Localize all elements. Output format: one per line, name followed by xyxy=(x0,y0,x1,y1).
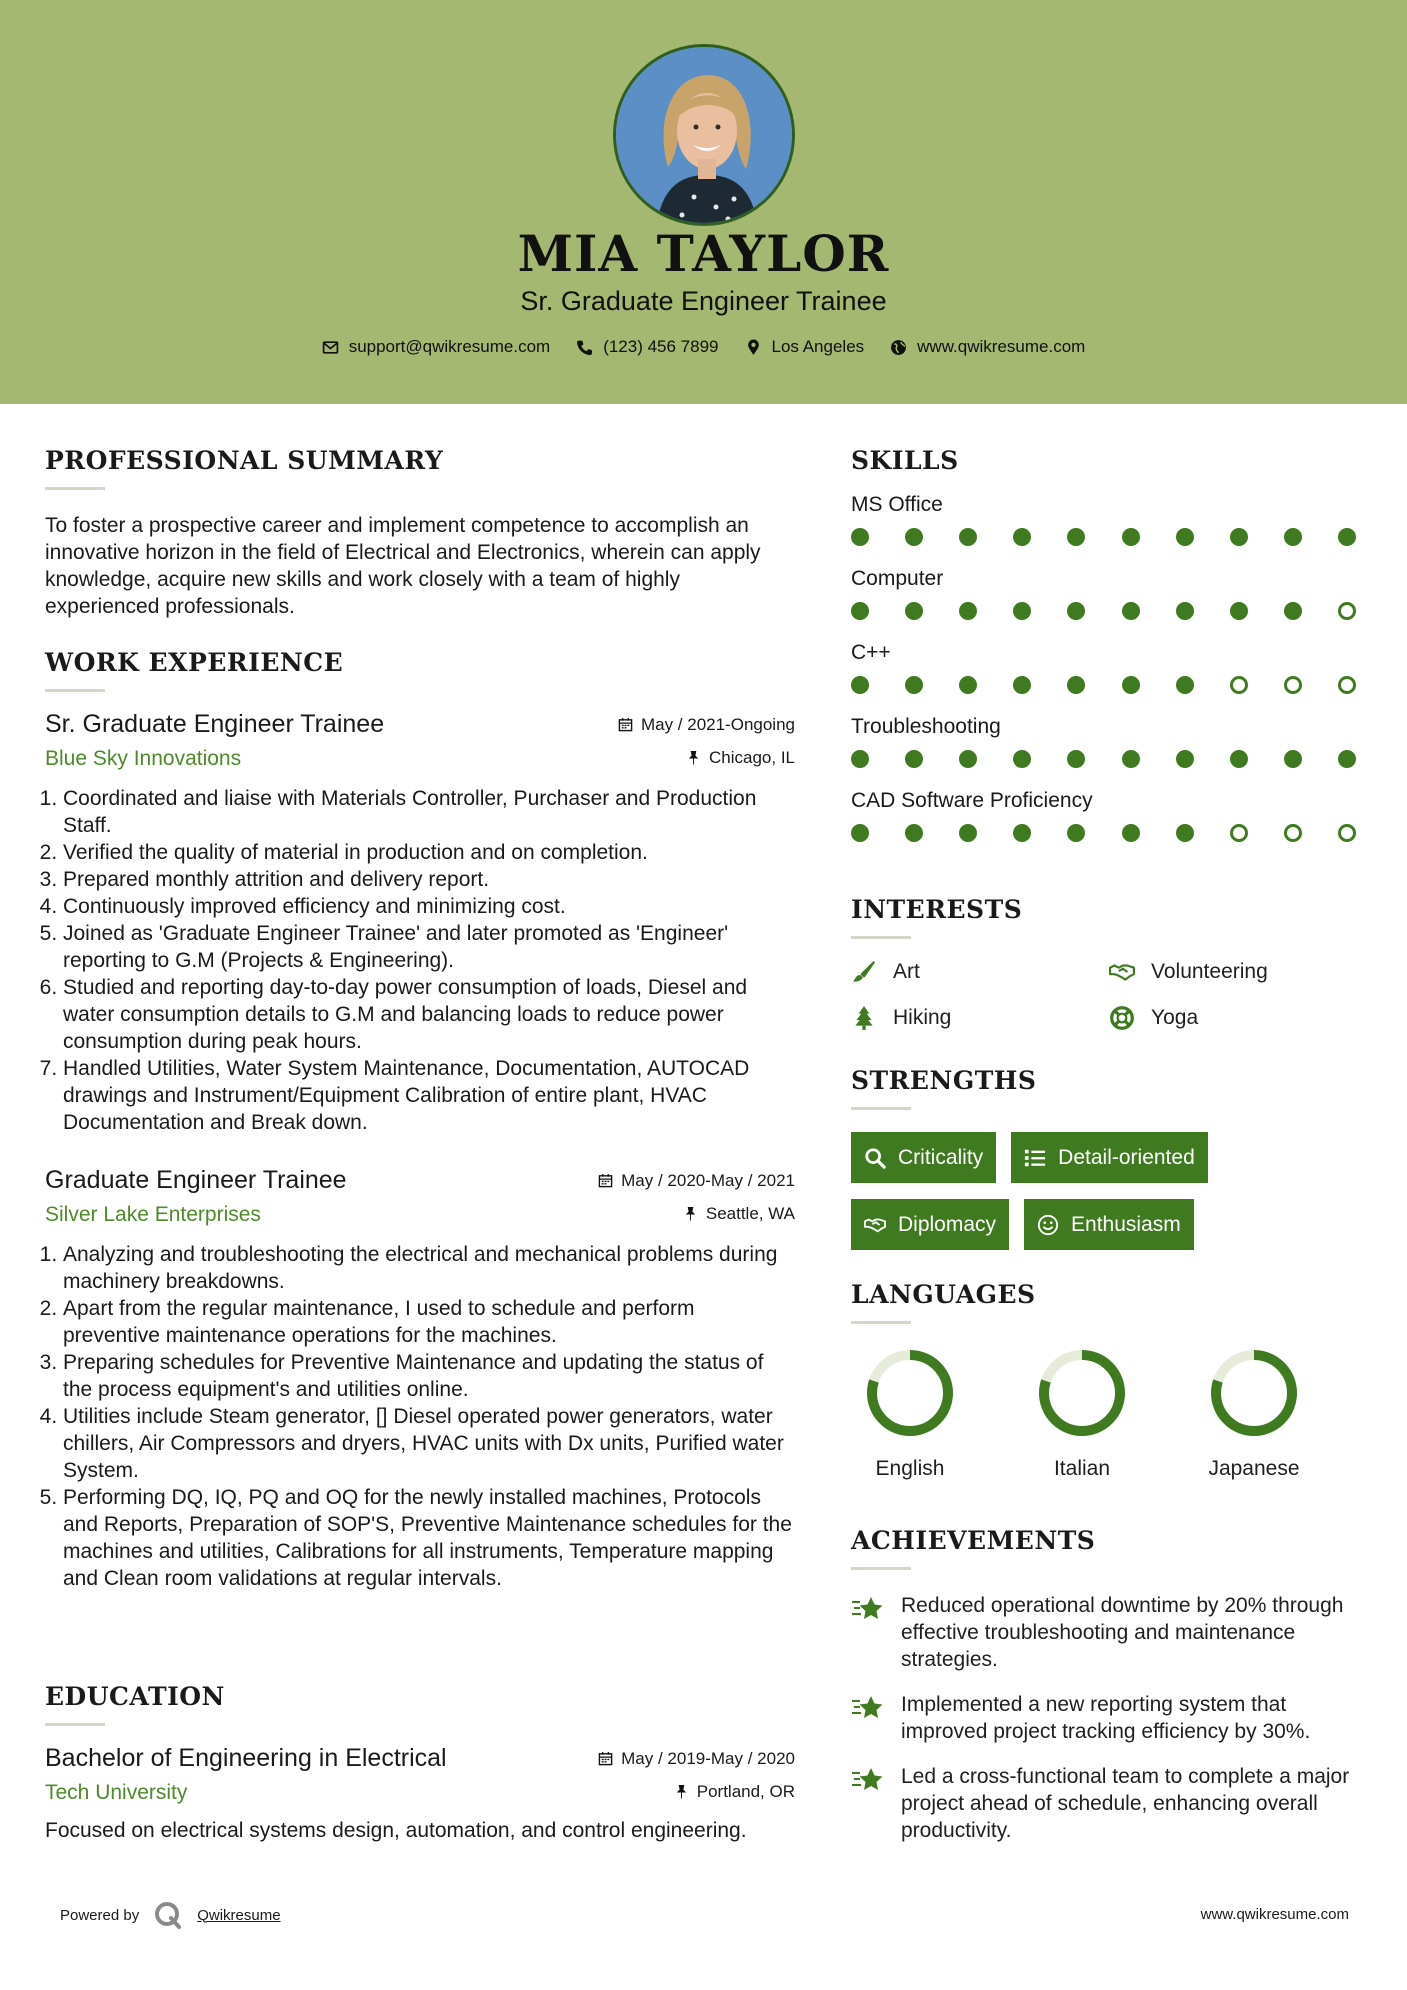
job-date-text: May / 2020-May / 2021 xyxy=(621,1170,795,1190)
footer-branding xyxy=(60,1900,281,1930)
rating-dot-empty xyxy=(1230,824,1248,842)
rating-dot-filled xyxy=(1338,528,1356,546)
globe-icon xyxy=(890,339,907,356)
life-ring-icon xyxy=(1109,1005,1135,1031)
pushpin-icon xyxy=(686,750,701,765)
rating-dot-filled xyxy=(1122,676,1140,694)
list-item: 2. Apart from the regular maintenance, I used to schedule and perform preventive maintenance operations for the machines. xyxy=(63,1295,795,1349)
heading-divider xyxy=(45,689,105,692)
calendar-icon xyxy=(618,717,633,732)
achievement-item xyxy=(851,1691,1371,1745)
rating-dot-filled xyxy=(851,528,869,546)
contact-phone[interactable] xyxy=(576,337,718,357)
list-item: 6. Studied and reporting day-to-day power consumption of loads, Diesel and water consumption details to G.M and balancing loads to reduce power consumption during peak hours. xyxy=(63,974,795,1055)
rating-dot-filled xyxy=(1176,824,1194,842)
rating-dot-filled xyxy=(1013,676,1031,694)
languages-list xyxy=(851,1348,1371,1481)
rating-dot-filled xyxy=(1013,602,1031,620)
calendar-icon xyxy=(598,1751,613,1766)
rating-dot-filled xyxy=(1122,824,1140,842)
rating-dot-filled xyxy=(1338,750,1356,768)
rating-dot-filled xyxy=(905,676,923,694)
pushpin-icon xyxy=(683,1206,698,1221)
rating-dot-empty xyxy=(1338,824,1356,842)
handshake-icon xyxy=(864,1214,886,1236)
profile-photo xyxy=(613,44,795,226)
achievements-heading: ACHIEVEMENTS xyxy=(851,1526,1096,1555)
summary-section xyxy=(45,446,795,620)
job-date xyxy=(598,1171,795,1191)
rating-dot-filled xyxy=(1230,602,1248,620)
strength-label: Detail-oriented xyxy=(1058,1145,1195,1169)
interest-label: Art xyxy=(893,960,920,983)
rating-dot-filled xyxy=(905,750,923,768)
language-item xyxy=(1037,1348,1127,1481)
heading-divider xyxy=(851,936,911,939)
degree-title: Bachelor of Engineering in Electrical xyxy=(45,1744,447,1772)
interests-section xyxy=(851,895,1371,1031)
job-entry xyxy=(45,710,795,1136)
skill-name: Troubleshooting xyxy=(851,715,1001,738)
language-item xyxy=(865,1348,955,1481)
heading-divider xyxy=(851,1567,911,1570)
rating-dot-filled xyxy=(1284,750,1302,768)
interest-item xyxy=(851,959,1109,985)
job-date-text: May / 2021-Ongoing xyxy=(640,714,795,734)
rating-dot-filled xyxy=(851,602,869,620)
language-name: Japanese xyxy=(1208,1457,1300,1480)
strength-chip xyxy=(1011,1132,1208,1183)
interests-heading: INTERESTS xyxy=(851,895,1023,924)
list-item: 3. Prepared monthly attrition and delivery report. xyxy=(63,866,795,893)
strength-chip xyxy=(851,1132,996,1183)
languages-section xyxy=(851,1280,1371,1481)
candidate-name: MIA TAYLOR xyxy=(517,224,890,283)
interest-item xyxy=(851,1005,1109,1031)
rating-dot-filled xyxy=(1013,824,1031,842)
languages-heading: LANGUAGES xyxy=(851,1280,1036,1309)
star-award-icon xyxy=(851,1765,885,1795)
contact-location xyxy=(745,337,865,357)
skill-name: CAD Software Proficiency xyxy=(851,789,1093,812)
skills-section xyxy=(851,446,1371,863)
rating-dot-filled xyxy=(1284,528,1302,546)
skill-row xyxy=(851,641,1371,694)
experience-section xyxy=(45,648,795,1592)
list-item: 1. Analyzing and troubleshooting the electrical and mechanical problems during machinery breakdowns. xyxy=(63,1241,795,1295)
rating-dot-filled xyxy=(1067,676,1085,694)
paintbrush-icon xyxy=(851,959,877,985)
rating-dot-filled xyxy=(1067,750,1085,768)
job-location xyxy=(686,748,795,768)
smile-icon xyxy=(1037,1214,1059,1236)
achievement-item xyxy=(851,1592,1371,1673)
contact-website[interactable] xyxy=(890,337,1085,357)
star-award-icon xyxy=(851,1693,885,1723)
skills-heading: SKILLS xyxy=(851,446,959,475)
rating-dot-filled xyxy=(959,824,977,842)
strengths-section xyxy=(851,1066,1371,1250)
interest-item xyxy=(1109,959,1349,985)
rating-dot-filled xyxy=(1122,750,1140,768)
list-item: 1. Coordinated and liaise with Materials Controller, Purchaser and Production Staff. xyxy=(63,785,795,839)
rating-dot-filled xyxy=(959,676,977,694)
skill-rating xyxy=(851,528,1356,546)
rating-dot-filled xyxy=(1122,602,1140,620)
rating-dot-filled xyxy=(905,602,923,620)
skill-rating xyxy=(851,750,1356,768)
achievement-text: Reduced operational downtime by 20% through effective troubleshooting and maintenance strategies. xyxy=(901,1594,1344,1671)
job-duties-list xyxy=(45,1241,795,1592)
list-icon xyxy=(1024,1147,1046,1169)
rating-dot-filled xyxy=(1230,750,1248,768)
job-location xyxy=(683,1204,795,1224)
rating-dot-filled xyxy=(1013,528,1031,546)
company-name: Blue Sky Innovations xyxy=(45,747,242,770)
skill-name: Computer xyxy=(851,567,944,590)
job-title: Graduate Engineer Trainee xyxy=(45,1166,347,1194)
company-name: Silver Lake Enterprises xyxy=(45,1203,261,1226)
phone-text: (123) 456 7899 xyxy=(603,337,719,356)
list-item: 4. Utilities include Steam generator, [] Diesel operated power generators, water chillers, Air Compressors and dryers, HVAC units with Dx units, Purified water System. xyxy=(63,1403,795,1484)
list-item: 5. Performing DQ, IQ, PQ and OQ for the newly installed machines, Protocols and Reports, Preparation of SOP'S, Preventive Maintenance schedules for the machines and utilities, Calibrations for all instruments, Temperature mapping and Clean room validations at regular intervals. xyxy=(63,1484,795,1592)
language-level-ring xyxy=(1037,1348,1127,1438)
rating-dot-filled xyxy=(1067,824,1085,842)
interest-label: Hiking xyxy=(893,1006,952,1029)
rating-dot-filled xyxy=(905,528,923,546)
skill-row xyxy=(851,567,1371,620)
skill-name: MS Office xyxy=(851,493,943,516)
job-date xyxy=(618,715,795,735)
email-text: support@qwikresume.com xyxy=(348,337,551,356)
rating-dot-filled xyxy=(1176,602,1194,620)
map-marker-icon xyxy=(745,339,762,356)
interest-label: Yoga xyxy=(1151,1006,1199,1029)
skill-rating xyxy=(851,824,1356,842)
school-name: Tech University xyxy=(45,1781,188,1804)
strengths-heading: STRENGTHS xyxy=(851,1066,1037,1095)
skill-row xyxy=(851,715,1371,768)
skill-row xyxy=(851,493,1371,546)
rating-dot-filled xyxy=(1176,528,1194,546)
location-text: Los Angeles xyxy=(771,337,865,356)
strength-label: Criticality xyxy=(898,1145,984,1169)
heading-divider xyxy=(851,1321,911,1324)
candidate-title: Sr. Graduate Engineer Trainee xyxy=(520,286,887,316)
skill-rating xyxy=(851,602,1356,620)
footer-website[interactable]: www.qwikresume.com xyxy=(1200,1906,1349,1923)
strength-label: Diplomacy xyxy=(898,1212,997,1236)
qwikresume-logo-icon xyxy=(153,1900,183,1930)
brand-link[interactable]: Qwikresume xyxy=(197,1906,281,1924)
job-title: Sr. Graduate Engineer Trainee xyxy=(45,710,385,738)
summary-heading: PROFESSIONAL SUMMARY xyxy=(45,446,444,475)
rating-dot-filled xyxy=(905,824,923,842)
rating-dot-empty xyxy=(1230,676,1248,694)
website-text: www.qwikresume.com xyxy=(917,337,1086,356)
pushpin-icon xyxy=(674,1784,689,1799)
rating-dot-filled xyxy=(851,824,869,842)
heading-divider xyxy=(45,1723,105,1726)
list-item: 7. Handled Utilities, Water System Maintenance, Documentation, AUTOCAD drawings and Instrument/Equipment Calibration of entire plant, HVAC Documentation and Break down. xyxy=(63,1055,795,1136)
powered-by-label: Powered by xyxy=(60,1906,140,1924)
rating-dot-filled xyxy=(1013,750,1031,768)
envelope-icon xyxy=(322,339,339,356)
tree-icon xyxy=(851,1005,877,1031)
rating-dot-empty xyxy=(1284,824,1302,842)
list-item: 4. Continuously improved efficiency and minimizing cost. xyxy=(63,893,795,920)
header-banner xyxy=(0,0,1407,404)
rating-dot-filled xyxy=(1122,528,1140,546)
rating-dot-filled xyxy=(959,602,977,620)
contact-email[interactable] xyxy=(322,337,551,357)
strength-chip xyxy=(851,1199,1009,1250)
handshake-icon xyxy=(1109,959,1135,985)
strength-chip xyxy=(1024,1199,1194,1250)
rating-dot-filled xyxy=(1230,528,1248,546)
list-item: 2. Verified the quality of material in production and on completion. xyxy=(63,839,795,866)
rating-dot-empty xyxy=(1338,676,1356,694)
rating-dot-filled xyxy=(959,528,977,546)
achievements-list xyxy=(851,1592,1371,1844)
skills-list xyxy=(851,493,1371,842)
job-location-text: Seattle, WA xyxy=(705,1203,795,1223)
language-name: English xyxy=(875,1457,945,1480)
rating-dot-empty xyxy=(1284,676,1302,694)
strengths-chips xyxy=(851,1132,1371,1250)
interest-label: Volunteering xyxy=(1151,960,1268,983)
achievements-section xyxy=(851,1526,1371,1862)
rating-dot-filled xyxy=(1067,602,1085,620)
heading-divider xyxy=(851,1107,911,1110)
skill-rating xyxy=(851,676,1356,694)
language-item xyxy=(1209,1348,1299,1481)
rating-dot-empty xyxy=(1338,602,1356,620)
calendar-icon xyxy=(598,1173,613,1188)
interest-item xyxy=(1109,1005,1349,1031)
education-location xyxy=(674,1782,795,1802)
experience-heading: WORK EXPERIENCE xyxy=(45,648,344,677)
achievement-text: Led a cross-functional team to complete a major project ahead of schedule, enhancing overall productivity. xyxy=(901,1765,1350,1842)
phone-icon xyxy=(576,339,593,356)
education-description: Focused on electrical systems design, automation, and control engineering. xyxy=(45,1819,747,1842)
strength-label: Enthusiasm xyxy=(1071,1212,1181,1236)
rating-dot-filled xyxy=(851,750,869,768)
education-date-text: May / 2019-May / 2020 xyxy=(621,1748,795,1768)
star-award-icon xyxy=(851,1594,885,1624)
rating-dot-filled xyxy=(1284,602,1302,620)
summary-text: To foster a prospective career and implement competence to accomplish an innovative horizon in the field of Electrical and Electronics, wherein can apply knowledge, acquire new skills and work closely with a team of highly experienced professionals. xyxy=(45,514,761,618)
rating-dot-filled xyxy=(851,676,869,694)
education-location-text: Portland, OR xyxy=(696,1781,795,1801)
interests-grid xyxy=(851,959,1371,1031)
education-date xyxy=(598,1749,795,1769)
language-level-ring xyxy=(1209,1348,1299,1438)
job-duties-list xyxy=(45,785,795,1136)
rating-dot-filled xyxy=(1176,750,1194,768)
achievement-item xyxy=(851,1763,1371,1844)
rating-dot-filled xyxy=(1067,528,1085,546)
contact-bar xyxy=(0,337,1407,357)
education-heading: EDUCATION xyxy=(45,1682,225,1711)
language-level-ring xyxy=(865,1348,955,1438)
language-name: Italian xyxy=(1053,1457,1111,1480)
education-section xyxy=(45,1682,795,1844)
search-icon xyxy=(864,1147,886,1169)
job-entry xyxy=(45,1166,795,1592)
list-item: 3. Preparing schedules for Preventive Maintenance and updating the status of the process equipment's and utilities online. xyxy=(63,1349,795,1403)
heading-divider xyxy=(45,487,105,490)
skill-row xyxy=(851,789,1371,842)
skill-name: C++ xyxy=(851,641,891,664)
job-location-text: Chicago, IL xyxy=(709,747,795,767)
rating-dot-filled xyxy=(959,750,977,768)
achievement-text: Implemented a new reporting system that improved project tracking efficiency by 30%. xyxy=(901,1693,1311,1743)
rating-dot-filled xyxy=(1176,676,1194,694)
list-item: 5. Joined as 'Graduate Engineer Trainee' and later promoted as 'Engineer' reporting to G.M (Projects & Engineering). xyxy=(63,920,795,974)
